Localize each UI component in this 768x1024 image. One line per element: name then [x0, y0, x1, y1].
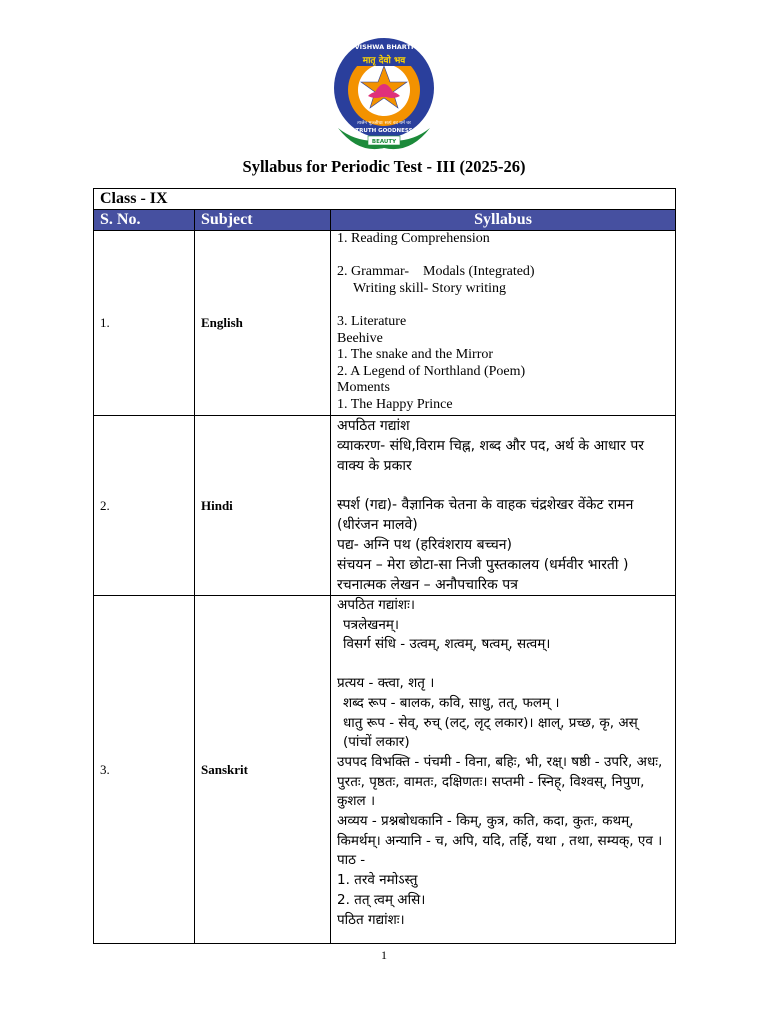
syllabus-line: पाठ -	[337, 852, 366, 869]
page-number: 1	[381, 948, 387, 962]
syllabus-line: उपपद विभक्ति - पंचमी - विना, बहिः, भी, रक्ष्। षष्ठी - उपरि, अधः, पुरतः, पृष्ठतः, वामतः, दक्षिणतः। सप्तमी - स्निह्, विश्वस्, निपुण, कुशल ।	[337, 753, 663, 810]
class-label: Class - IX	[94, 189, 676, 210]
header-subject: Subject	[195, 210, 331, 231]
header-row	[94, 210, 676, 231]
row-syllabus	[331, 231, 676, 416]
syllabus-line: पद्य- अग्नि पथ (हरिवंशराय बच्चन)	[337, 537, 512, 553]
row-subject: Sanskrit	[195, 596, 331, 944]
header-syllabus: Syllabus	[331, 210, 676, 231]
syllabus-line: 3. Literature	[337, 313, 407, 329]
syllabus-line: अपठित गद्यांश	[337, 418, 410, 434]
school-logo	[318, 36, 450, 154]
row-sno: 3.	[94, 596, 195, 944]
syllabus-blank-line	[337, 655, 669, 674]
syllabus-line: पत्रलेखनम्।	[343, 616, 399, 633]
syllabus-line: अव्यय - प्रश्नबोधकानि - किम्, कुत्र, कति, कदा, कुतः, कथम्, किमर्थम्। अन्यानि - च, अपि, यदि, तर्हि, यथा , तथा, सम्यक्, एव ।	[337, 813, 663, 849]
syllabus-blank-line	[337, 297, 669, 314]
row-syllabus	[331, 416, 676, 596]
syllabus-line: विसर्ग संधि - उत्वम्, शत्वम्, षत्वम्, सत्वम्।	[343, 636, 551, 653]
logo-ring-text: त्यजेन भुञ्जीथाः सत्यं वद धर्मं चर	[357, 121, 411, 126]
syllabus-blank-line	[337, 248, 669, 265]
row-subject: Hindi	[195, 416, 331, 596]
syllabus-table	[93, 188, 676, 944]
syllabus-line: 1. The Happy Prince	[337, 396, 453, 412]
row-subject: English	[195, 231, 331, 416]
row-sno: 2.	[94, 416, 195, 596]
row-syllabus	[331, 596, 676, 944]
syllabus-line: Beehive	[337, 330, 383, 346]
syllabus-line: अपठित गद्यांशः।	[337, 597, 415, 613]
header-sno: S. No.	[94, 210, 195, 231]
syllabus-blank-line	[337, 476, 669, 495]
syllabus-line: संचयन – मेरा छोटा-सा निजी पुस्तकालय (धर्मवीर भारती )	[337, 557, 629, 573]
page-title: Syllabus for Periodic Test - III (2025-26)	[242, 157, 526, 176]
syllabus-line: 2. Grammar- Modals (Integrated)	[337, 264, 535, 280]
logo-top-text: VISHWA BHARTI	[354, 43, 414, 51]
syllabus-line: 1. तरवे नमोऽस्तु	[337, 872, 418, 889]
syllabus-line: 2. A Legend of Northland (Poem)	[337, 363, 526, 379]
logo-ribbon-text: BEAUTY	[371, 139, 397, 145]
syllabus-line: स्पर्श (गद्य)- वैज्ञानिक चेतना के वाहक चंद्रशेखर वेंकेट रामन (धीरंजन मालवे)	[337, 497, 634, 533]
syllabus-line: पठित गद्यांशः।	[337, 911, 405, 928]
row-sno: 1.	[94, 231, 195, 416]
syllabus-line: रचनात्मक लेखन – अनौपचारिक पत्र	[337, 577, 518, 593]
table-row	[94, 416, 676, 596]
table-row	[94, 231, 676, 416]
logo-bottom-text: TRUTH GOODNESS	[355, 128, 413, 134]
syllabus-line: 2. तत् त्वम् असि।	[337, 891, 426, 908]
syllabus-line: 1. Reading Comprehension	[337, 231, 490, 246]
syllabus-line: प्रत्यय - क्त्वा, शतृ ।	[337, 675, 435, 692]
syllabus-line: शब्द रूप - बालक, कवि, साधु, तत्, फलम् ।	[343, 694, 560, 711]
table-row	[94, 596, 676, 944]
syllabus-line: व्याकरण- संधि,विराम चिह्न, शब्द और पद, अर्थ के आधार पर वाक्य के प्रकार	[337, 438, 645, 474]
syllabus-line: Moments	[337, 380, 390, 396]
logo-motto: मातृ देवो भव	[362, 56, 406, 66]
syllabus-line: 1. The snake and the Mirror	[337, 347, 494, 363]
syllabus-line: Writing skill- Story writing	[353, 280, 507, 296]
class-row	[94, 189, 676, 210]
syllabus-line: धातु रूप - सेव्, रुच् (लट्, लृट् लकार)। क्षाल्, प्रच्छ, कृ, अस् (पांचों लकार)	[343, 714, 638, 751]
